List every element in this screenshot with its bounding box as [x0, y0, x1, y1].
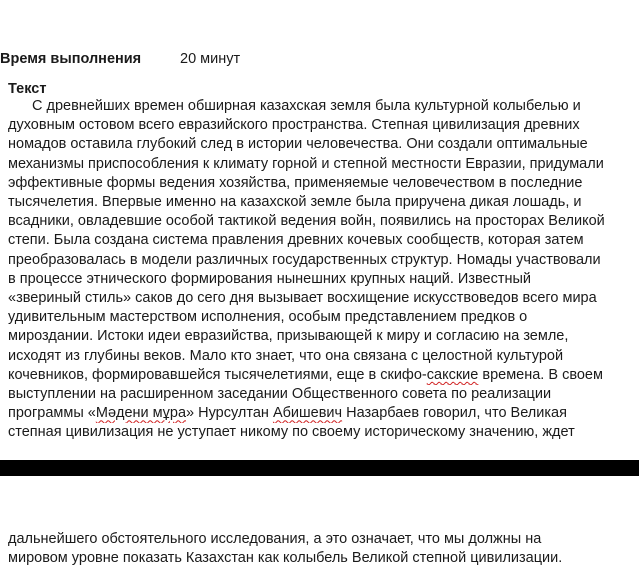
text-line: тысячелетия. Впервые именно на казахской земле была приручена дикая лошадь, и	[8, 194, 582, 211]
text-body	[8, 97, 639, 443]
text-line: степная цивилизация не уступает никому по своему историческому значению, ждет	[8, 424, 575, 441]
text-line: исходят из глубины веков. Мало кто знает, что она связана с целостной культурой	[8, 347, 564, 364]
text-line: С древнейших времен обширная казахская земля была культурной колыбелью и	[32, 98, 581, 114]
continuation-text	[8, 530, 639, 568]
text-fragment: времена. В своем	[478, 366, 603, 383]
text-line	[8, 366, 639, 385]
text-line: преобразовалась в модели различных государственных структур. Номады участвовали	[8, 251, 601, 268]
text-line: механизмы приспособления к климату горной и степной местности Евразии, придумали	[8, 155, 604, 172]
spellcheck-word: Абишевич	[272, 405, 343, 422]
text-section-label: Текст	[8, 81, 47, 97]
text-line: номадов оставила глубокий след в истории человечества. Они создали оптимальные	[8, 136, 588, 153]
text-line: эффективные формы ведения хозяйства, применяемые человечеством в последние	[8, 174, 583, 191]
text-line: мировом уровне показать Казахстан как колыбель Великой степной цивилизации.	[8, 550, 563, 567]
page-break-band	[0, 460, 639, 476]
spellcheck-word: сакские	[426, 366, 479, 383]
text-line: всадники, овладевшие особой тактикой ведения войн, появились на просторах Великой	[8, 213, 605, 230]
text-line: в процессе этнического формирования нынешних крупных наций. Известный	[8, 270, 531, 287]
text-line: удивительным мастерством исполнения, особым представлением предков о	[8, 309, 528, 326]
text-line: степи. Была создана система правления древних кочевых сообществ, которая затем	[8, 232, 584, 249]
text-fragment: кочевников, формировавшейся тысячелетиями, еще в скифо-	[8, 366, 427, 383]
text-fragment: программы «	[8, 405, 96, 422]
text-line: духовным остовом всего евразийского пространства. Степная цивилизация древних	[8, 117, 580, 134]
cropped-line-fragment	[8, 568, 428, 574]
text-line: «звериный стиль» саков до сего дня вызывает восхищение искусствоведов всего мира	[8, 290, 597, 307]
text-line: выступлении на расширенном заседании Общественного совета по реализации	[8, 386, 552, 403]
time-value: 20 минут	[180, 51, 241, 67]
text-line: мироздании. Истоки идеи евразийства, призывающей к миру и согласию на земле,	[8, 328, 569, 345]
text-fragment: Назарбаев говорил, что Великая	[342, 405, 567, 422]
text-line: дальнейшего обстоятельного исследования, а это означает, что мы должны на	[8, 531, 542, 547]
text-fragment: » Нурсултан	[186, 405, 273, 422]
text-line	[8, 404, 639, 423]
spellcheck-word: Мәдени мұра	[95, 405, 187, 422]
time-label: Время выполнения	[0, 51, 142, 67]
